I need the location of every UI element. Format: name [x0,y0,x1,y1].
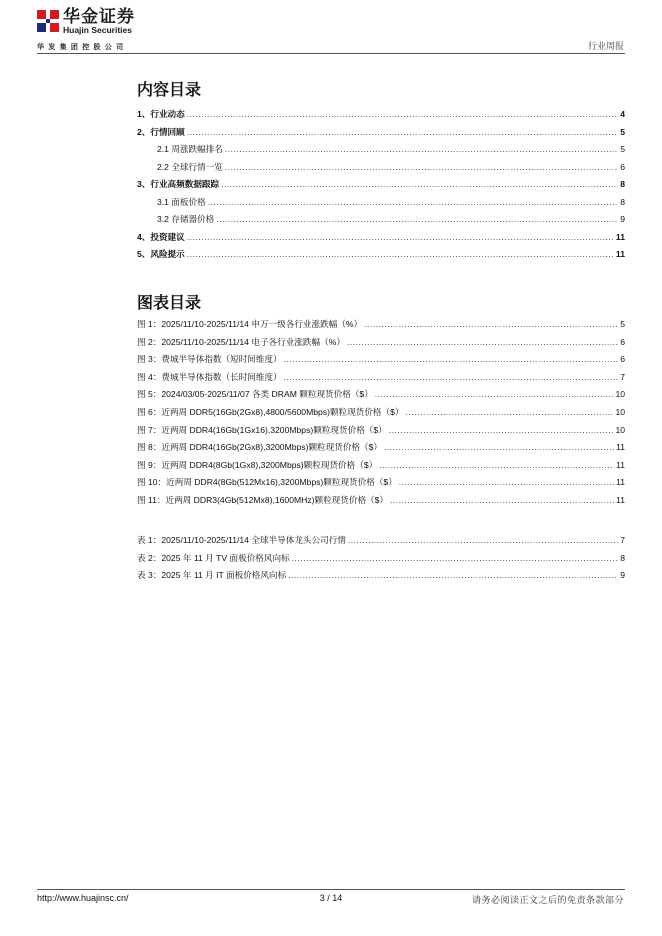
figures-list [137,318,625,512]
figure-item-label: 图 9：近两周 DDR4(8Gb(1Gx8),3200Mbps)颗粒现货价格（$） [137,459,378,470]
toc-item[interactable] [137,196,625,214]
figure-item-page: 5 [620,319,625,329]
toc-item-label: 5、风险提示 [137,249,185,259]
toc-item-label: 3.1 面板价格 [157,196,206,207]
toc-item-label: 2、行情回顾 [137,126,185,137]
figure-item-page: 10 [615,424,625,435]
figure-item[interactable] [137,318,625,336]
toc-item-page: 4 [620,109,625,119]
figure-item-label: 图 10：近两周 DDR4(8Gb(512Mx16),3200Mbps)颗粒现货价格（$） [137,477,397,488]
figure-item-label: 图 3：费城半导体指数（短时间维度） [137,354,282,365]
figure-item-label: 图 5：2024/03/05-2025/11/07 各类 DRAM 颗粒现货价格（$） [137,389,373,400]
toc-item[interactable] [137,143,625,161]
tables-list [137,534,625,587]
figures-title: 图表目录 [137,293,202,312]
company-logo [37,8,135,35]
toc-item[interactable] [137,213,625,231]
figure-item-label: 图 11：近两周 DDR3(4Gb(512Mx8),1600MHz)颗粒现货价格（$） [137,494,389,505]
figure-item-page: 11 [616,442,625,453]
toc-leader-dots [390,495,614,505]
toc-item-page: 11 [615,231,625,242]
toc-leader-dots [292,553,619,563]
toc-item[interactable] [137,108,625,126]
figure-item-page: 10 [615,406,625,417]
huajin-logo-icon [37,10,59,32]
toc-item[interactable] [137,231,625,249]
group-name: 华发集团控股公司 [37,44,128,51]
figure-item[interactable] [137,406,625,424]
toc-leader-dots [208,197,619,207]
contents-title: 内容目录 [137,80,202,99]
toc-item-label: 3.2 存储器价格 [157,214,215,224]
disclaimer-note: 请务必阅读正文之后的免责条款部分 [471,895,624,905]
figure-item-label: 图 4：费城半导体指数（长时间维度） [137,371,282,382]
toc-item-page: 11 [615,249,625,259]
figure-item-label: 图 8：近两周 DDR4(16Gb(2Gx8),3200Mbps)颗粒现货价格（$） [137,442,382,453]
toc-item[interactable] [137,126,625,144]
figure-item[interactable] [137,353,625,371]
table-item-label: 表 1：2025/11/10-2025/11/14 全球半导体龙头公司行情 [137,535,346,545]
toc-item-page: 5 [620,144,625,154]
toc-leader-dots [406,407,614,417]
table-item-page: 9 [620,570,625,581]
figure-item-label: 图 2：2025/11/10-2025/11/14 电子各行业涨跌幅（%） [137,336,345,347]
figure-item[interactable] [137,424,625,442]
toc-leader-dots [364,319,618,329]
contents-list [137,108,625,266]
table-item[interactable] [137,569,625,587]
toc-item[interactable] [137,161,625,179]
toc-item[interactable] [137,178,625,196]
toc-item-label: 1、行业动态 [137,109,185,119]
figure-item-page: 11 [616,459,625,470]
toc-leader-dots [284,372,619,382]
toc-leader-dots [389,425,614,435]
figure-item-page: 10 [615,389,625,400]
toc-leader-dots [221,179,618,189]
figure-item[interactable] [137,336,625,354]
figure-item[interactable] [137,441,625,459]
logo-chinese-name: 华金证券 [63,7,135,26]
figure-item-page: 11 [616,494,625,505]
toc-item-label: 3、行业高频数据跟踪 [137,179,220,189]
toc-leader-dots [216,214,618,224]
toc-leader-dots [187,232,614,242]
table-item[interactable] [137,552,625,570]
toc-leader-dots [225,144,618,154]
toc-item-label: 2.2 全球行情一览 [157,161,223,172]
toc-leader-dots [225,162,618,172]
toc-leader-dots [284,354,619,364]
table-item[interactable] [137,534,625,552]
figure-item-page: 6 [620,354,625,365]
figure-item[interactable] [137,476,625,494]
figure-item-page: 7 [620,371,625,382]
toc-leader-dots [347,337,618,347]
toc-item-label: 2.1 周涨跌幅排名 [157,144,223,154]
toc-item-page: 6 [620,161,625,172]
header-divider [37,53,625,54]
toc-leader-dots [399,477,614,487]
figure-item-label: 图 1：2025/11/10-2025/11/14 申万一级各行业涨跌幅（%） [137,319,363,329]
toc-leader-dots [187,249,614,259]
toc-leader-dots [348,535,618,545]
report-type: 行业周报 [587,41,624,51]
figure-item-label: 图 7：近两周 DDR4(16Gb(1Gx16),3200Mbps)颗粒现货价格（$） [137,424,387,435]
toc-leader-dots [375,389,614,399]
table-item-page: 7 [620,535,625,545]
toc-item-label: 4、投资建议 [137,231,185,242]
logo-english-name: Huajin Securities [63,25,132,35]
toc-item-page: 8 [620,196,625,207]
footer-website-link[interactable]: http://www.huajinsc.cn/ [37,893,129,903]
toc-leader-dots [187,127,618,137]
figure-item[interactable] [137,494,625,512]
table-item-label: 表 3：2025 年 11 月 IT 面板价格风向标 [137,570,287,581]
figure-item-label: 图 6：近两周 DDR5(16Gb(2Gx8),4800/5600Mbps)颗粒现货价格（$） [137,406,404,417]
toc-leader-dots [384,442,614,452]
toc-leader-dots [187,109,618,119]
table-item-page: 8 [620,552,625,563]
page-number: 3 / 14 [319,893,343,903]
table-item-label: 表 2：2025 年 11 月 TV 面板价格风向标 [137,552,290,563]
figure-item[interactable] [137,371,625,389]
figure-item-page: 11 [616,477,625,488]
figure-item[interactable] [137,388,625,406]
toc-item-page: 5 [620,126,625,137]
figure-item[interactable] [137,459,625,477]
footer-divider [37,889,625,890]
toc-leader-dots [379,460,614,470]
toc-item-page: 8 [620,179,625,189]
toc-item-page: 9 [620,214,625,224]
toc-leader-dots [288,570,618,580]
figure-item-page: 6 [620,336,625,347]
toc-item[interactable] [137,248,625,266]
